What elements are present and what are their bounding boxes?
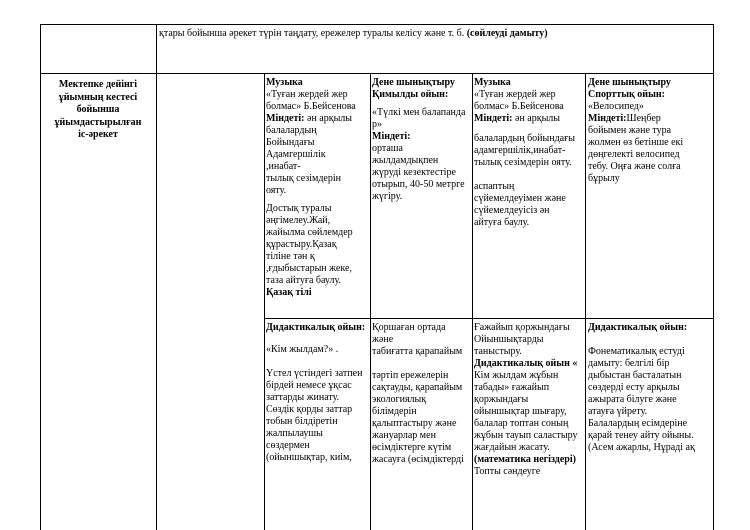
game-line: «Кім жылдам?» . <box>266 344 339 355</box>
para-line: тобын білдіретін <box>266 416 338 427</box>
music-line: «Туған жердей жер <box>474 89 556 100</box>
task-label: Міндеті: <box>266 113 305 124</box>
task-label: Міндеті: <box>372 131 411 142</box>
nature-line: Қоршаған ортада <box>372 322 446 333</box>
task-line: тылық сезімдерін <box>266 173 341 184</box>
music-title: Музыка <box>266 77 303 88</box>
table-line-col5 <box>585 73 586 530</box>
music-cell-1 <box>266 77 369 317</box>
task-line: ояту. <box>266 185 287 196</box>
game-line: табады» ғажайып <box>474 382 550 393</box>
pe-cell-1 <box>372 77 471 317</box>
para-line: білімдерін <box>372 406 417 417</box>
para-line: сақтауды, қарапайым <box>372 382 463 393</box>
didactic-title: Дидактикалық ойын: <box>588 322 688 333</box>
para-line: Достық туралы <box>266 203 332 214</box>
task-first: ән арқылы <box>512 113 561 124</box>
task-line: отырып, 40-50 метрге <box>372 179 465 190</box>
left-header-cell <box>42 79 154 142</box>
phonetic-line: сөздерді есту арқылы <box>588 382 680 393</box>
para-line: тіліне тән қ <box>266 251 315 262</box>
para-line: аспаптың <box>474 181 515 192</box>
task-line: Бойындағы <box>266 137 315 148</box>
table-line-col3 <box>370 73 371 530</box>
phonetic-line: ажырата білуге және <box>588 394 677 405</box>
math-label: (математика негіздері) <box>474 454 576 465</box>
task-line: дөңгелекті велосипед <box>588 149 680 160</box>
tail-line: Топты сәндеуге <box>474 466 541 477</box>
game-line: жағдайын жасату. <box>474 442 550 453</box>
task-line: тебу. Оңға және солға <box>588 161 681 172</box>
pe-title: Дене шынықтыру <box>372 77 455 88</box>
para-line: сүйемелдеуімен және <box>474 193 566 204</box>
task-line: ,инабат- <box>266 161 301 172</box>
toys-line: Ойыншықтарды <box>474 334 544 345</box>
nature-line: табиғатта қарапайым <box>372 346 463 357</box>
table-line-row1-top <box>40 73 714 74</box>
para-line: жасауға (өсімдіктерді <box>372 454 464 465</box>
phonetic-line: дамыту: белгілі бір <box>588 358 670 369</box>
game-line: «Велосипед» <box>588 101 644 112</box>
nature-cell-b <box>372 322 471 530</box>
table-border-right <box>713 24 714 530</box>
top-row-bold: (сөйлеуді дамыту) <box>466 28 548 39</box>
para-line: сүйемелдеуісіз ән <box>474 205 550 216</box>
table-border-left <box>40 24 41 530</box>
table-line-col4 <box>472 73 473 530</box>
para-line: Сөздік қорды заттар <box>266 404 353 415</box>
music-cell-2 <box>474 77 584 317</box>
para-line: Үстел үстіндегі затпен <box>266 368 363 379</box>
didactic-title: Дидактикалық ойын « <box>474 358 578 369</box>
game-line: Кім жылдам жұбын <box>474 370 559 381</box>
phonetic-line: атауға үйрету. <box>588 406 648 417</box>
left-header-line: ұйымның кестесі <box>58 91 138 103</box>
para-line: өсімдіктерге күтім <box>372 442 452 453</box>
game-line: ойыншықтар шығару, <box>474 406 567 417</box>
para-line: ,ғдыбыстарын жеке, <box>266 263 352 274</box>
para-line: қалыптастыру және <box>372 418 457 429</box>
phonetic-line: Балалардың есімдеріне <box>588 418 688 429</box>
pe-subtitle: Қимылды ойын: <box>372 89 449 100</box>
para-line: жалпылаушы <box>266 428 323 439</box>
task-line: бойымен және тура <box>588 125 672 136</box>
task-line: адамгершілік,инабат- <box>474 145 566 156</box>
para-line: (ойыншықтар, киім, <box>266 452 352 463</box>
table-line-col2 <box>264 73 265 530</box>
para-line: заттарды жинату. <box>266 392 340 403</box>
task-line: балалардың <box>266 125 317 136</box>
didactic-cell-a <box>266 322 369 530</box>
para-line: жайылма сөйлемдер <box>266 227 353 238</box>
para-line: сөздермен <box>266 440 310 451</box>
task-line: жолмен өз бетінше екі <box>588 137 684 148</box>
table-line-header-col <box>156 24 157 530</box>
para-line: таза айтуға баулу. <box>266 275 341 286</box>
game-line: р» <box>372 119 382 130</box>
pe-subtitle: Спорттық ойын: <box>588 89 665 100</box>
table-line-row2-top <box>264 318 714 319</box>
phonetic-line: дыбыстан басталатын <box>588 370 682 381</box>
para-line: әңгімелеу.Жай, <box>266 215 331 226</box>
phonetic-line: қарай тенеу айту ойыны. <box>588 430 694 441</box>
task-line: жылдамдықпен <box>372 155 439 166</box>
task-line: бұрылу <box>588 173 620 184</box>
task-line: жүгіру. <box>372 191 403 202</box>
task-line: Адамгершілік <box>266 149 326 160</box>
music-line: болмас» Б.Бейсенова <box>266 101 356 112</box>
left-header-line: бойынша <box>76 104 120 115</box>
pe-title: Дене шынықтыру <box>588 77 671 88</box>
para-line: тәртіп ережелерін <box>372 370 449 381</box>
task-label: Міндеті: <box>588 113 627 124</box>
para-line: бірдей немесе ұқсас <box>266 380 352 391</box>
top-row-text <box>159 28 711 40</box>
game-line: «Түлкі мен балапанда <box>372 107 466 118</box>
kazakh-language-label: Қазақ тілі <box>266 287 312 298</box>
task-line: тылық сезімдерін ояту. <box>474 157 572 168</box>
toys-line: Ғажайып қоржындағы <box>474 322 570 333</box>
game-line: жұбын тауып саластыру <box>474 430 578 441</box>
phonetic-line: (Асем ажарлы, Нұрадi ақ <box>588 442 695 453</box>
game-line: балалар топтан соның <box>474 418 569 429</box>
para-line: экологиялық <box>372 394 427 405</box>
task-label: Міндеті: <box>474 113 513 124</box>
table-border-top <box>40 24 714 25</box>
toys-line: таныстыру. <box>474 346 522 357</box>
nature-line: және <box>372 334 394 345</box>
para-line: жануарлар мен <box>372 430 436 441</box>
game-line: қоржындағы <box>474 394 529 405</box>
phonetic-line: Фонематикалық естуді <box>588 346 685 357</box>
top-row-body: қтары бойынша әрекет түрін таңдату, ережелер туралы келісу және т. б. <box>159 28 467 39</box>
music-title: Музыка <box>474 77 511 88</box>
left-header-line: іс-әрекет <box>78 129 118 140</box>
para-line: құрастыру.Қазақ <box>266 239 337 250</box>
didactic-title: Дидактикалық ойын: <box>266 322 366 333</box>
music-line: болмас» Б.Бейсенова <box>474 101 564 112</box>
task-first: ән арқылы <box>304 113 353 124</box>
task-line: балалардың бойындағы <box>474 133 575 144</box>
toys-cell-c <box>474 322 584 530</box>
music-line: «Туған жердей жер <box>266 89 348 100</box>
para-line: айтуға баулу. <box>474 217 530 228</box>
left-header-line: Мектепке дейінгі <box>58 79 138 90</box>
pe-cell-2 <box>588 77 712 317</box>
phonetic-cell-d <box>588 322 712 530</box>
task-line: жүруді кезектестіре <box>372 167 456 178</box>
task-line: орташа <box>372 143 403 154</box>
left-header-line: ұйымдастырылған <box>54 116 142 128</box>
task-first: Шеңбер <box>626 113 661 124</box>
